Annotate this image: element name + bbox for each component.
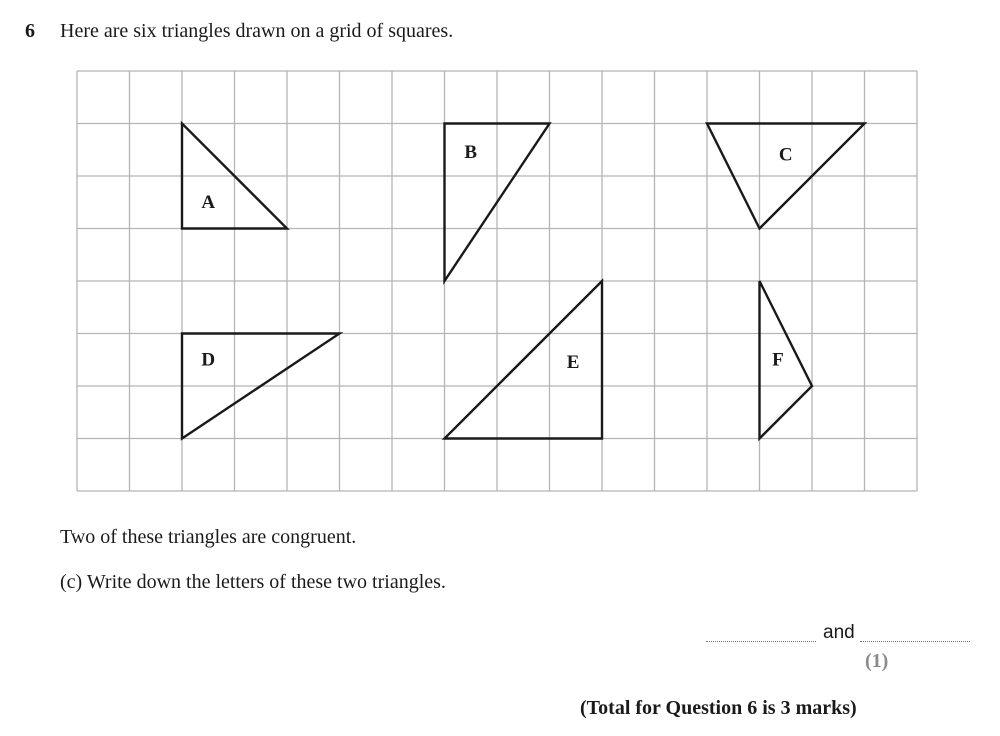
answer-connector: and: [823, 622, 855, 643]
triangle-f-outline: [760, 281, 813, 439]
total-marks: (Total for Question 6 is 3 marks): [580, 697, 857, 719]
grid-lines: [77, 71, 917, 491]
marks-label: (1): [865, 650, 889, 672]
triangle-f-label: F: [772, 349, 784, 371]
triangle-f: [760, 281, 813, 439]
triangle-c-label: C: [778, 144, 793, 166]
triangle-a-label: A: [201, 191, 216, 213]
triangle-e-label: E: [566, 351, 580, 373]
answer-field-first[interactable]: [706, 640, 816, 642]
answer-field-second[interactable]: [860, 640, 970, 642]
triangle-e: [445, 281, 603, 439]
triangle-d-label: D: [201, 349, 216, 371]
triangle-b-label: B: [464, 141, 478, 163]
congruence-statement: Two of these triangles are congruent.: [60, 526, 357, 548]
question-text: Here are six triangles drawn on a grid of squares.: [60, 20, 454, 42]
question-number: 6: [25, 20, 35, 42]
answer-area: [706, 622, 970, 646]
part-c-instruction: (c) Write down the letters of these two triangles.: [60, 571, 446, 593]
